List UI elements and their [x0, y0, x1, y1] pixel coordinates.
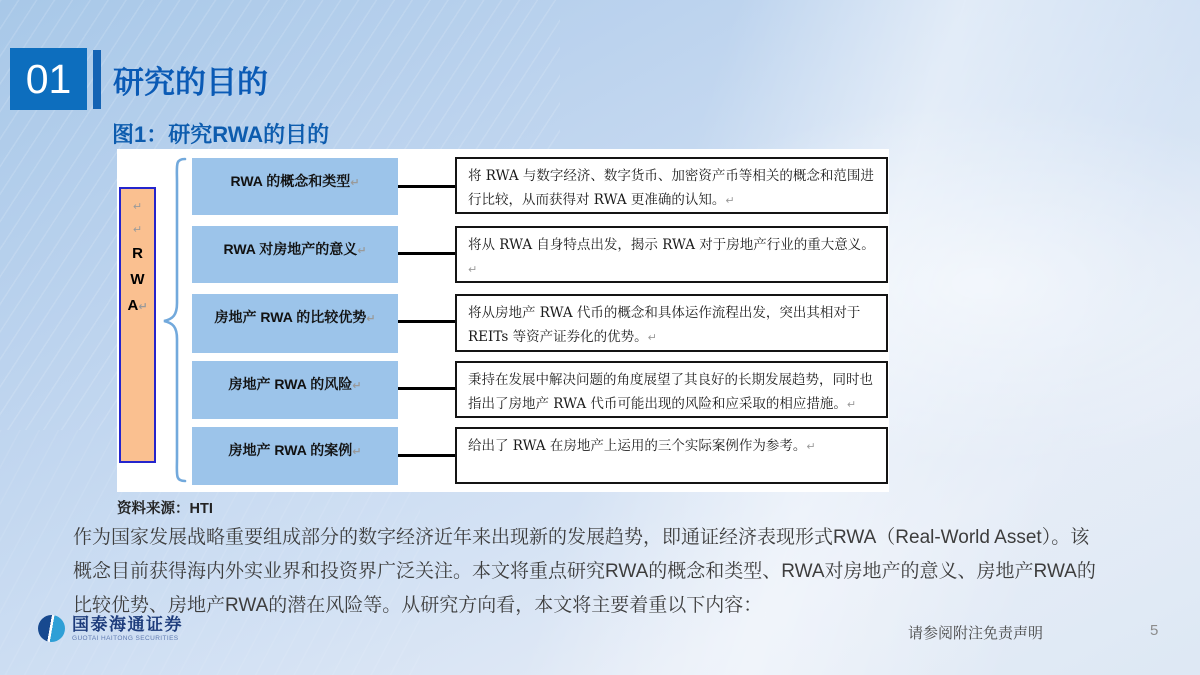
- return-mark: ↵: [350, 176, 360, 189]
- company-logo-icon: [38, 615, 65, 642]
- desc-text: 将从房地产 RWA 代币的概念和具体运作流程出发，突出其相对于 REITs 等资产证券化的优势。: [468, 305, 861, 345]
- connector-line-1: [398, 185, 455, 188]
- company-logo: [38, 615, 183, 642]
- curly-brace: [159, 155, 187, 485]
- page-title: 研究的目的: [113, 65, 268, 100]
- return-mark: ↵: [357, 244, 367, 257]
- root-letter: R: [132, 245, 143, 262]
- topic-box-5: [192, 427, 398, 485]
- desc-text: 将 RWA 与数字经济、数字货币、加密资产币等相关的概念和范围进行比较，从而获得对 RWA 更准确的认知。: [468, 168, 874, 208]
- brand-name-en: GUOTAI HAITONG SECURITIES: [72, 635, 179, 642]
- paragraph-line: 比较优势、房地产RWA的潜在风险等。从研究方向看，本文将主要着重以下内容：: [73, 595, 763, 616]
- return-mark: ↵: [366, 312, 376, 325]
- desc-box-5: [455, 427, 888, 484]
- return-mark: ↵: [132, 223, 143, 236]
- company-brand: [72, 615, 183, 642]
- disclaimer-text: 请参阅附注免责声明: [908, 625, 1044, 642]
- source-label: 资料来源：HTI: [117, 501, 213, 517]
- return-mark: ↵: [846, 398, 857, 411]
- chapter-number: 01: [25, 55, 72, 102]
- topic-label: RWA 的概念和类型: [230, 173, 351, 189]
- return-mark: ↵: [132, 200, 143, 213]
- topic-label: 房地产 RWA 的风险: [228, 376, 353, 392]
- desc-box-2: [455, 226, 888, 283]
- connector-line-3: [398, 320, 455, 323]
- return-mark: ↵: [468, 263, 478, 276]
- topic-box-3: [192, 294, 398, 353]
- root-letter: W: [130, 271, 145, 288]
- desc-text: 将从 RWA 自身特点出发，揭示 RWA 对于房地产行业的重大意义。: [468, 237, 875, 253]
- title-accent-bar: [93, 50, 101, 109]
- chapter-number-box: [10, 48, 87, 110]
- return-mark: ↵: [806, 440, 816, 453]
- page-number: 5: [1150, 622, 1159, 639]
- figure-caption: 图1：研究RWA的目的: [112, 122, 330, 147]
- return-mark: ↵: [138, 300, 148, 313]
- return-mark: ↵: [352, 445, 362, 458]
- return-mark: ↵: [352, 379, 362, 392]
- topic-box-1: [192, 158, 398, 215]
- topic-box-4: [192, 361, 398, 419]
- topic-label: RWA 对房地产的意义: [223, 241, 358, 257]
- brand-name-cn: 国泰海通证券: [72, 615, 183, 634]
- topic-label: 房地产 RWA 的案例: [228, 442, 353, 458]
- paragraph-line: 概念目前获得海内外实业界和投资界广泛关注。本文将重点研究RWA的概念和类型、RWA对房地产的意义、房地产RWA的: [73, 561, 1096, 582]
- desc-text: 秉持在发展中解决问题的角度展望了其良好的长期发展趋势，同时也指出了房地产 RWA 代币可能出现的风险和应采取的相应措施。: [468, 372, 873, 412]
- root-letter: A↵: [127, 297, 148, 314]
- topic-label: 房地产 RWA 的比较优势: [214, 309, 367, 325]
- connector-line-2: [398, 252, 455, 255]
- connector-line-4: [398, 387, 455, 390]
- topic-box-2: [192, 226, 398, 283]
- body-paragraph: [73, 521, 1137, 623]
- desc-text: 给出了 RWA 在房地产上运用的三个实际案例作为参考。: [468, 438, 807, 454]
- connector-line-5: [398, 454, 455, 457]
- return-mark: ↵: [725, 194, 735, 207]
- desc-box-3: [455, 294, 888, 352]
- desc-box-1: [455, 157, 888, 214]
- return-mark: ↵: [647, 331, 657, 344]
- desc-box-4: [455, 361, 888, 418]
- paragraph-line: 作为国家发展战略重要组成部分的数字经济近年来出现新的发展趋势，即通证经济表现形式RWA（Real-World Asset）。该: [73, 527, 1090, 548]
- rwa-root-box: [119, 187, 156, 463]
